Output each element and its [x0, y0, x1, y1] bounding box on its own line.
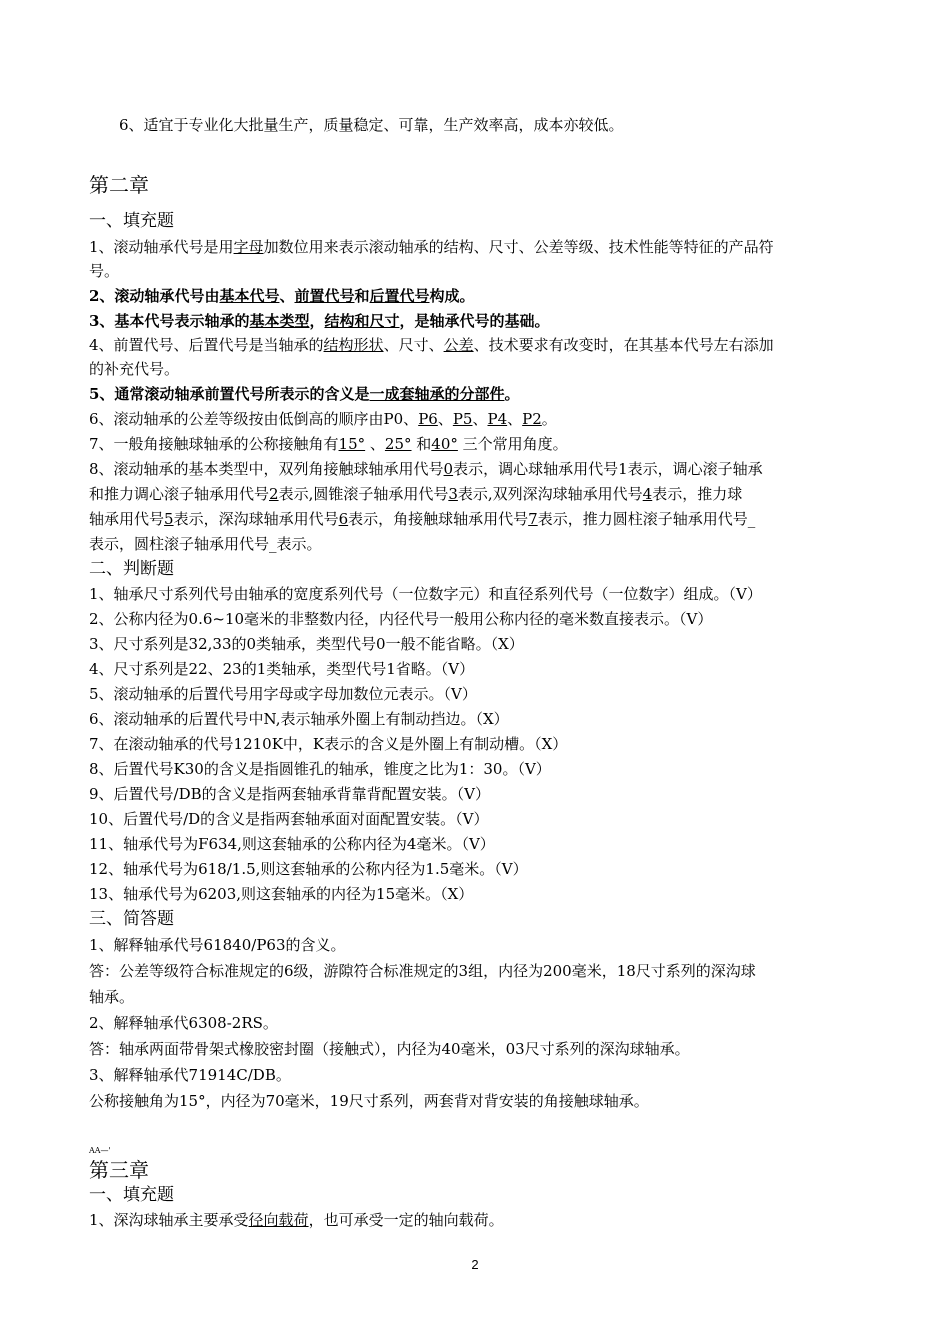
page-number: 2: [471, 1257, 479, 1272]
fill-item-4-cont: 的补充代号。: [89, 360, 180, 378]
short-answer-line: 公称接触角为15°，内径为70毫米，19尺寸系列，两套背对背安装的角接触球轴承。: [89, 1092, 649, 1110]
small-mark: AA—': [89, 1146, 111, 1155]
fill-item-8-cont-3: 表示，圆柱滚子轴承用代号_表示。: [89, 535, 322, 553]
fill-item-5: 5、通常滚动轴承前置代号所表示的含义是一成套轴承的分部件。: [89, 385, 520, 403]
judge-item: 13、轴承代号为6203,则这套轴承的内径为15毫米。（X）: [89, 885, 474, 903]
short-answer-line: 1、解释轴承代号61840/P63的含义。: [89, 936, 346, 954]
intro-line: 6、适宜于专业化大批量生产，质量稳定、可靠，生产效率高，成本亦较低。: [119, 116, 624, 134]
fill-item-4: 4、前置代号、后置代号是当轴承的结构形状、尺寸、公差、技术要求有改变时，在其基本代号左右添加: [89, 336, 774, 354]
short-answer-line: 答：轴承两面带骨架式橡胶密封圈（接触式），内径为40毫米，03尺寸系列的深沟球轴承。: [89, 1040, 690, 1058]
short-answer-line: 轴承。: [89, 988, 135, 1006]
fill-item-1: 1、滚动轴承代号是用字母加数位用来表示滚动轴承的结构、尺寸、公差等级、技术性能等特征的产品符: [89, 238, 774, 256]
judge-item: 5、滚动轴承的后置代号用字母或字母加数位元表示。（V）: [89, 685, 477, 703]
fill-item-2: 2、滚动轴承代号由基本代号、前置代号和后置代号构成。: [89, 287, 475, 305]
fill-item-3: 3、基本代号表示轴承的基本类型，结构和尺寸，是轴承代号的基础。: [89, 312, 550, 330]
fill-item-7: 7、一般角接触球轴承的公称接触角有15° 、25° 和40° 三个常用角度。: [89, 435, 568, 453]
short-answer-line: 2、解释轴承代6308-2RS。: [89, 1014, 278, 1032]
judge-item: 1、轴承尺寸系列代号由轴承的宽度系列代号（一位数字元）和直径系列代号（一位数字）组成。（V）: [89, 585, 762, 603]
judge-item: 6、滚动轴承的后置代号中N,表示轴承外圈上有制动挡边。（X）: [89, 710, 509, 728]
fill-item-6: 6、滚动轴承的公差等级按由低倒高的顺序由P0、P6、P5、P4、P2。: [89, 410, 557, 428]
judge-item: 4、尺寸系列是22、23的1类轴承，类型代号1省略。（V）: [89, 660, 475, 678]
fill-item-8-cont-2: 轴承用代号5表示，深沟球轴承用代号6表示，角接触球轴承用代号7表示，推力圆柱滚子轴承用代号_: [89, 510, 756, 528]
judge-item: 8、后置代号K30的含义是指圆锥孔的轴承，锥度之比为1：30。（V）: [89, 760, 551, 778]
fill-item-8-cont-1: 和推力调心滚子轴承用代号2表示,圆锥滚子轴承用代号3表示,双列深沟球轴承用代号4表示，推力球: [89, 485, 743, 503]
judge-item: 3、尺寸系列是32,33的0类轴承，类型代号0一般不能省略。（X）: [89, 635, 524, 653]
judge-item: 2、公称内径为0.6~10毫米的非整数内径，内径代号一般用公称内径的毫米数直接表示。（V）: [89, 610, 713, 628]
fill-item-8: 8、滚动轴承的基本类型中，双列角接触球轴承用代号0表示，调心球轴承用代号1表示，调心滚子轴承: [89, 460, 763, 478]
fill-item-1-cont: 号。: [89, 262, 120, 280]
judge-item: 10、后置代号/D的含义是指两套轴承面对面配置安装。（V）: [89, 810, 489, 828]
short-answer-line: 3、解释轴承代71914C/DB。: [89, 1066, 291, 1084]
short-answer-line: 答：公差等级符合标准规定的6级，游隙符合标准规定的3组，内径为200毫米，18尺寸系列的深沟球: [89, 962, 756, 980]
chapter-3-fill-item-1: 1、深沟球轴承主要承受径向载荷，也可承受一定的轴向载荷。: [89, 1211, 504, 1229]
judge-section-title: 二、判断题: [89, 559, 174, 579]
judge-item: 7、在滚动轴承的代号1210K中，K表示的含义是外圈上有制动槽。（X）: [89, 735, 568, 753]
judge-item: 9、后置代号/DB的含义是指两套轴承背靠背配置安装。（V）: [89, 785, 490, 803]
chapter-2-title: 第二章: [89, 173, 149, 197]
short-answer-section-title: 三、简答题: [89, 909, 174, 929]
judge-item: 11、轴承代号为F634,则这套轴承的公称内径为4毫米。（V）: [89, 835, 495, 853]
fill-section-title: 一、填充题: [89, 211, 174, 231]
judge-item: 12、轴承代号为618/1.5,则这套轴承的公称内径为1.5毫米。（V）: [89, 860, 528, 878]
chapter-3-title: 第三章: [89, 1158, 149, 1182]
chapter-3-fill-title: 一、填充题: [89, 1185, 174, 1205]
